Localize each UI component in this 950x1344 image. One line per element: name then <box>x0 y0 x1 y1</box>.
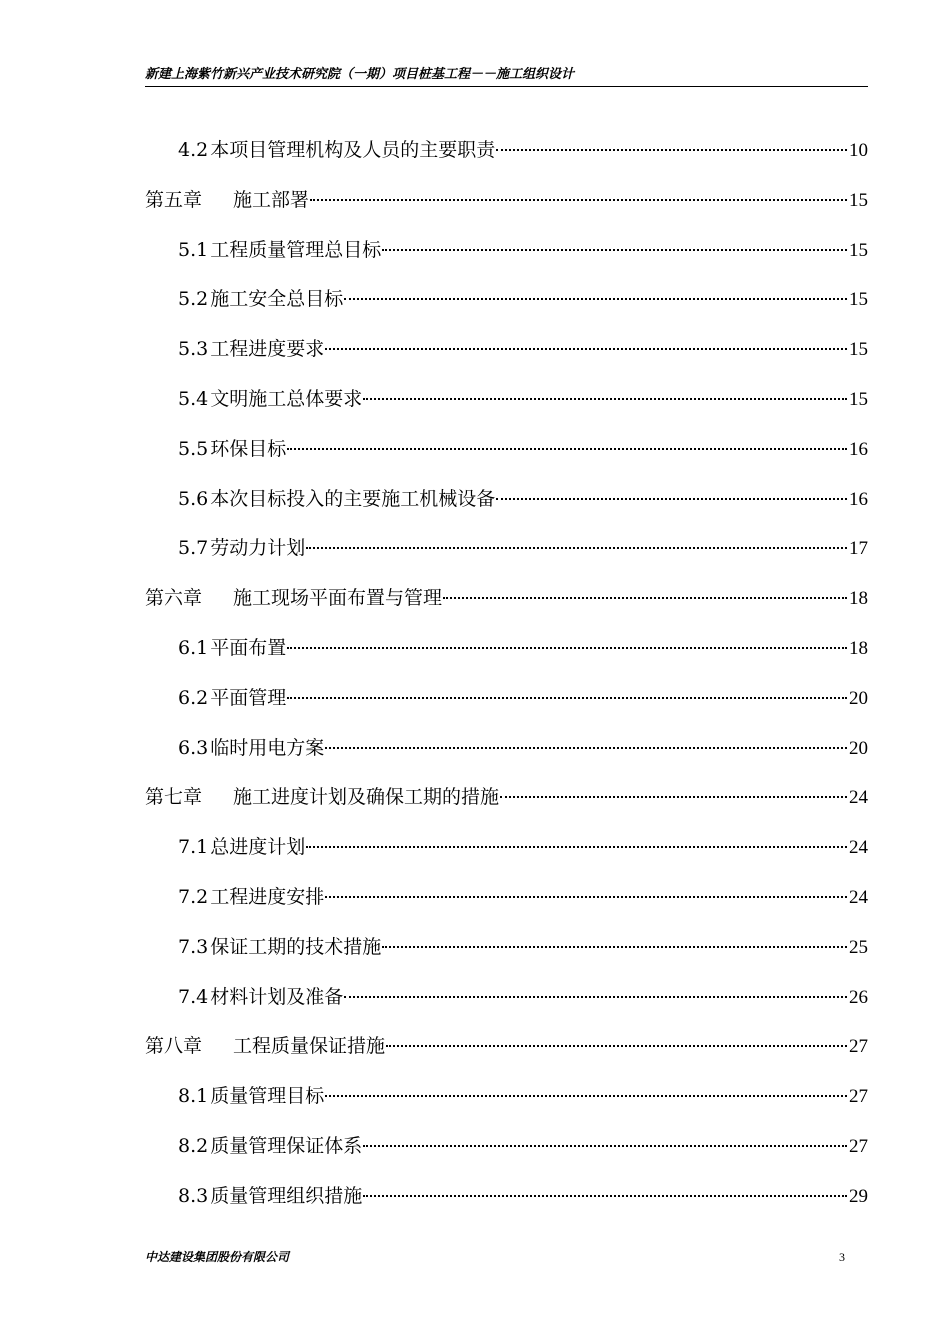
toc-entry-title <box>178 126 495 176</box>
table-of-contents <box>145 126 868 1222</box>
page-header <box>145 66 868 87</box>
toc-dot-leader <box>325 348 847 350</box>
toc-entry-page-number: 24 <box>849 787 868 809</box>
toc-entry-title <box>178 425 286 475</box>
toc-dot-leader <box>287 697 847 699</box>
toc-entry-label: 文明施工总体要求 <box>210 387 363 410</box>
toc-section-entry[interactable] <box>145 724 868 774</box>
toc-entry-number: 第八章 <box>145 1035 203 1058</box>
toc-entry-number: 4.2 <box>178 139 209 161</box>
toc-section-entry[interactable] <box>145 524 868 574</box>
toc-entry-label: 平面管理 <box>210 686 287 709</box>
toc-section-entry[interactable] <box>145 275 868 325</box>
toc-entry-page-number: 25 <box>849 936 868 958</box>
toc-section-entry[interactable] <box>145 1072 868 1122</box>
toc-section-entry[interactable] <box>145 674 868 724</box>
toc-entry-label: 施工安全总目标 <box>210 288 344 311</box>
toc-section-entry[interactable] <box>145 126 868 176</box>
toc-entry-label: 环保目标 <box>210 437 287 460</box>
toc-dot-leader <box>500 796 847 798</box>
toc-dot-leader <box>382 946 847 948</box>
toc-section-entry[interactable] <box>145 325 868 375</box>
toc-entry-page-number: 16 <box>849 438 868 460</box>
toc-entry-label: 施工现场平面布置与管理 <box>233 587 443 610</box>
toc-chapter-entry[interactable] <box>145 773 868 823</box>
toc-entry-number: 第六章 <box>145 587 203 610</box>
footer-page-number: 3 <box>839 1250 845 1264</box>
toc-entry-number: 5.4 <box>178 387 209 410</box>
toc-entry-page-number: 27 <box>849 1036 868 1058</box>
toc-entry-page-number: 27 <box>849 1086 868 1108</box>
toc-entry-page-number: 10 <box>849 140 868 161</box>
toc-entry-page-number: 20 <box>849 687 868 709</box>
toc-section-entry[interactable] <box>145 425 868 475</box>
toc-entry-page-number: 15 <box>849 289 868 311</box>
toc-section-entry[interactable] <box>145 624 868 674</box>
page-footer <box>145 1248 845 1268</box>
toc-section-entry[interactable] <box>145 1172 868 1222</box>
toc-entry-label: 质量管理目标 <box>210 1085 325 1108</box>
toc-entry-label: 材料计划及准备 <box>210 985 344 1008</box>
toc-dot-leader <box>310 199 847 201</box>
toc-dot-leader <box>306 547 847 549</box>
toc-dot-leader <box>363 398 847 400</box>
toc-entry-label: 工程进度要求 <box>210 338 325 361</box>
toc-section-entry[interactable] <box>145 1122 868 1172</box>
toc-entry-page-number: 26 <box>849 986 868 1008</box>
toc-section-entry[interactable] <box>145 973 868 1023</box>
toc-entry-number: 5.7 <box>178 537 209 560</box>
toc-entry-page-number: 24 <box>849 837 868 859</box>
toc-entry-title <box>178 1172 362 1222</box>
toc-entry-number: 8.3 <box>178 1184 209 1207</box>
toc-entry-page-number: 17 <box>849 538 868 560</box>
toc-entry-number: 5.5 <box>178 437 209 460</box>
toc-entry-title <box>178 275 343 325</box>
toc-entry-title <box>178 724 324 774</box>
toc-entry-number: 7.2 <box>178 885 209 908</box>
toc-section-entry[interactable] <box>145 823 868 873</box>
toc-section-entry[interactable] <box>145 873 868 923</box>
toc-entry-title <box>145 773 499 823</box>
toc-entry-number: 7.3 <box>178 935 209 958</box>
toc-entry-number: 8.1 <box>178 1085 209 1108</box>
toc-entry-title <box>178 226 381 276</box>
toc-dot-leader <box>325 1095 847 1097</box>
toc-entry-label: 平面布置 <box>210 636 287 659</box>
toc-entry-page-number: 15 <box>849 189 868 211</box>
toc-dot-leader <box>287 448 847 450</box>
toc-dot-leader <box>496 498 847 500</box>
toc-entry-number: 7.1 <box>178 836 209 859</box>
toc-entry-title <box>178 873 324 923</box>
toc-dot-leader <box>306 846 847 848</box>
toc-dot-leader <box>386 1045 847 1047</box>
toc-dot-leader <box>363 1195 847 1197</box>
toc-entry-number: 6.2 <box>178 686 209 709</box>
toc-entry-page-number: 16 <box>849 488 868 510</box>
toc-entry-title <box>145 176 309 226</box>
toc-entry-title <box>178 475 495 525</box>
toc-entry-title <box>178 923 381 973</box>
toc-dot-leader <box>382 249 847 251</box>
toc-entry-number: 6.1 <box>178 636 209 659</box>
toc-section-entry[interactable] <box>145 375 868 425</box>
toc-section-entry[interactable] <box>145 475 868 525</box>
toc-entry-number: 第五章 <box>145 188 203 211</box>
toc-entry-label: 临时用电方案 <box>210 736 325 759</box>
toc-chapter-entry[interactable] <box>145 1022 868 1072</box>
toc-entry-title <box>178 624 286 674</box>
toc-chapter-entry[interactable] <box>145 176 868 226</box>
toc-dot-leader <box>363 1145 847 1147</box>
toc-dot-leader <box>496 149 847 151</box>
toc-entry-page-number: 18 <box>849 588 868 610</box>
toc-entry-page-number: 27 <box>849 1135 868 1157</box>
toc-entry-title <box>145 1022 385 1072</box>
toc-entry-page-number: 24 <box>849 886 868 908</box>
toc-entry-number: 5.2 <box>178 288 209 311</box>
toc-dot-leader <box>325 747 847 749</box>
toc-section-entry[interactable] <box>145 226 868 276</box>
toc-entry-number: 5.6 <box>178 487 209 510</box>
toc-dot-leader <box>287 647 847 649</box>
toc-chapter-entry[interactable] <box>145 574 868 624</box>
toc-entry-label: 本项目管理机构及人员的主要职责 <box>210 139 496 161</box>
toc-entry-title <box>178 823 305 873</box>
toc-section-entry[interactable] <box>145 923 868 973</box>
toc-entry-label: 质量管理保证体系 <box>210 1134 363 1157</box>
toc-entry-label: 本次目标投入的主要施工机械设备 <box>210 487 496 510</box>
toc-entry-page-number: 15 <box>849 339 868 361</box>
document-title: 新建上海紫竹新兴产业技术研究院（一期）项目桩基工程－－施工组织设计 <box>145 67 575 82</box>
toc-entry-number: 5.1 <box>178 238 209 261</box>
toc-dot-leader <box>325 896 847 898</box>
toc-entry-page-number: 20 <box>849 737 868 759</box>
toc-entry-number: 8.2 <box>178 1134 209 1157</box>
toc-dot-leader <box>344 298 847 300</box>
toc-entry-title <box>178 375 362 425</box>
toc-dot-leader <box>443 597 847 599</box>
toc-entry-title <box>178 524 305 574</box>
toc-entry-label: 施工部署 <box>233 188 310 211</box>
toc-entry-page-number: 18 <box>849 637 868 659</box>
toc-entry-label: 保证工期的技术措施 <box>210 935 382 958</box>
toc-entry-page-number: 29 <box>849 1185 868 1207</box>
toc-entry-label: 劳动力计划 <box>210 537 306 560</box>
toc-entry-number: 7.4 <box>178 985 209 1008</box>
toc-entry-page-number: 15 <box>849 388 868 410</box>
toc-entry-label: 质量管理组织措施 <box>210 1184 363 1207</box>
toc-entry-number: 6.3 <box>178 736 209 759</box>
toc-dot-leader <box>344 996 847 998</box>
toc-entry-number: 5.3 <box>178 338 209 361</box>
toc-entry-title <box>178 325 324 375</box>
toc-entry-number: 第七章 <box>145 786 203 809</box>
toc-entry-title <box>178 674 286 724</box>
footer-company-name: 中达建设集团股份有限公司 <box>145 1250 290 1264</box>
toc-entry-page-number: 15 <box>849 239 868 261</box>
toc-entry-title <box>178 973 343 1023</box>
toc-entry-label: 工程进度安排 <box>210 885 325 908</box>
toc-entry-title <box>178 1122 362 1172</box>
toc-entry-label: 总进度计划 <box>210 836 306 859</box>
toc-entry-label: 施工进度计划及确保工期的措施 <box>233 786 500 809</box>
toc-entry-label: 工程质量保证措施 <box>233 1035 386 1058</box>
toc-entry-title <box>178 1072 324 1122</box>
toc-entry-label: 工程质量管理总目标 <box>210 238 382 261</box>
toc-entry-title <box>145 574 442 624</box>
